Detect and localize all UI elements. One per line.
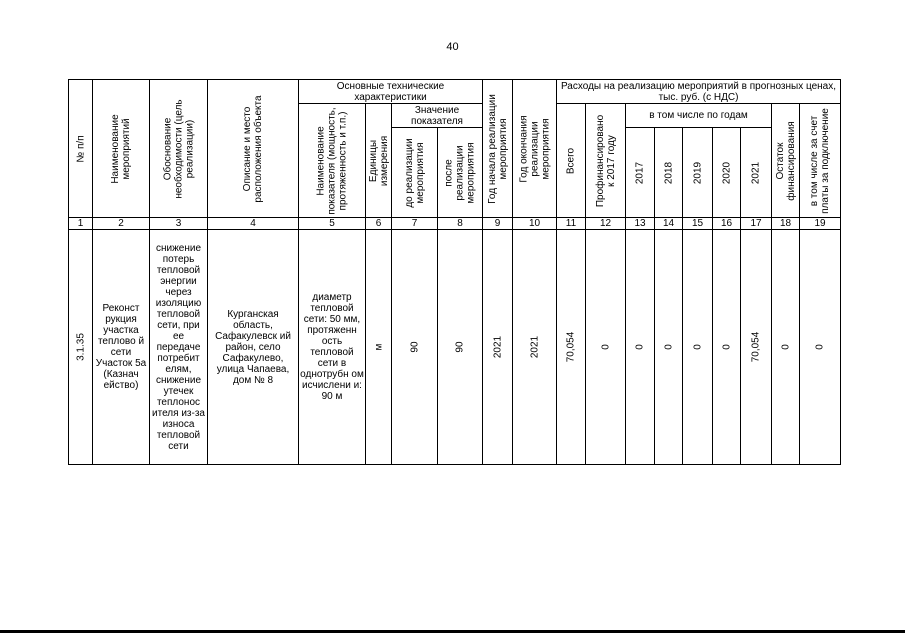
row-year-2019: 0 bbox=[683, 230, 713, 465]
column-number: 19 bbox=[800, 218, 841, 230]
row-unit: м bbox=[366, 230, 392, 465]
column-number: 1 bbox=[69, 218, 93, 230]
column-number: 17 bbox=[741, 218, 772, 230]
header-year-2017: 2017 bbox=[626, 128, 655, 218]
row-location: Курганская область, Сафакулевск ий район, село Сафакулево, улица Чапаева, дом № 8 bbox=[208, 230, 299, 465]
header-year-2019: 2019 bbox=[683, 128, 713, 218]
header-col-19: в том числе за счет платы за подключение bbox=[800, 104, 841, 218]
column-number: 8 bbox=[438, 218, 483, 230]
table-row bbox=[69, 230, 841, 465]
column-number: 18 bbox=[772, 218, 800, 230]
page-number: 40 bbox=[446, 41, 459, 53]
header-col-1: № п/п bbox=[69, 80, 93, 218]
header-col-10: Год окончания реализации мероприятия bbox=[513, 80, 557, 218]
header-col-4: Описание и место расположения объекта bbox=[208, 80, 299, 218]
row-value-before: 90 bbox=[392, 230, 438, 465]
column-number: 12 bbox=[586, 218, 626, 230]
column-number-row bbox=[69, 218, 841, 230]
header-col-6: Единицы измерения bbox=[366, 104, 392, 218]
column-number: 16 bbox=[713, 218, 741, 230]
row-justification: снижение потерь тепловой энергии через изоляцию тепловой сети, при ее передаче потребит елям, снижение утечек теплонос ителя из-за износа тепловой сети bbox=[150, 230, 208, 465]
row-year-2020: 0 bbox=[713, 230, 741, 465]
row-year-2018: 0 bbox=[655, 230, 683, 465]
header-col-12: Профинансировано к 2017 году bbox=[586, 104, 626, 218]
column-number: 15 bbox=[683, 218, 713, 230]
header-col-18: Остаток финансирования bbox=[772, 104, 800, 218]
header-col-9: Год начала реализации мероприятия bbox=[483, 80, 513, 218]
column-number: 6 bbox=[366, 218, 392, 230]
header-tech-group: Основные технические характеристики bbox=[299, 80, 483, 104]
row-year-2017: 0 bbox=[626, 230, 655, 465]
column-number: 14 bbox=[655, 218, 683, 230]
header-year-2018: 2018 bbox=[655, 128, 683, 218]
row-remaining: 0 bbox=[772, 230, 800, 465]
row-end-year: 2021 bbox=[513, 230, 557, 465]
header-col-2: Наименование мероприятий bbox=[93, 80, 150, 218]
header-years-group: в том числе по годам bbox=[626, 104, 772, 128]
header-col-7: до реализации мероприятия bbox=[392, 128, 438, 218]
row-measure-name: Реконст рукция участка теплово й сети Участок 5а (Казнач ейство) bbox=[93, 230, 150, 465]
header-value-group: Значение показателя bbox=[392, 104, 483, 128]
column-number: 7 bbox=[392, 218, 438, 230]
header-col-11: Всего bbox=[557, 104, 586, 218]
row-financed: 0 bbox=[586, 230, 626, 465]
column-number: 9 bbox=[483, 218, 513, 230]
row-value-after: 90 bbox=[438, 230, 483, 465]
row-connection-fee: 0 bbox=[800, 230, 841, 465]
column-number: 11 bbox=[557, 218, 586, 230]
investment-table bbox=[68, 79, 841, 465]
row-number: 3.1.35 bbox=[69, 230, 93, 465]
column-number: 10 bbox=[513, 218, 557, 230]
row-indicator: диаметр тепловой сети: 50 мм, протяженн ость тепловой сети в однотрубн ом исчислени и: 90 м bbox=[299, 230, 366, 465]
column-number: 4 bbox=[208, 218, 299, 230]
header-year-2020: 2020 bbox=[713, 128, 741, 218]
header-col-3: Обоснование необходимости (цель реализации) bbox=[150, 80, 208, 218]
row-year-2021: 70,054 bbox=[741, 230, 772, 465]
column-number: 3 bbox=[150, 218, 208, 230]
row-start-year: 2021 bbox=[483, 230, 513, 465]
header-cost-group: Расходы на реализацию мероприятий в прогнозных ценах, тыс. руб. (с НДС) bbox=[557, 80, 841, 104]
column-number: 2 bbox=[93, 218, 150, 230]
column-number: 5 bbox=[299, 218, 366, 230]
header-col-5: Наименование показателя (мощность, протяженность и т.п.) bbox=[299, 104, 366, 218]
bottom-border bbox=[0, 630, 905, 633]
header-col-8: после реализации мероприятия bbox=[438, 128, 483, 218]
row-total: 70,054 bbox=[557, 230, 586, 465]
column-number: 13 bbox=[626, 218, 655, 230]
header-year-2021: 2021 bbox=[741, 128, 772, 218]
